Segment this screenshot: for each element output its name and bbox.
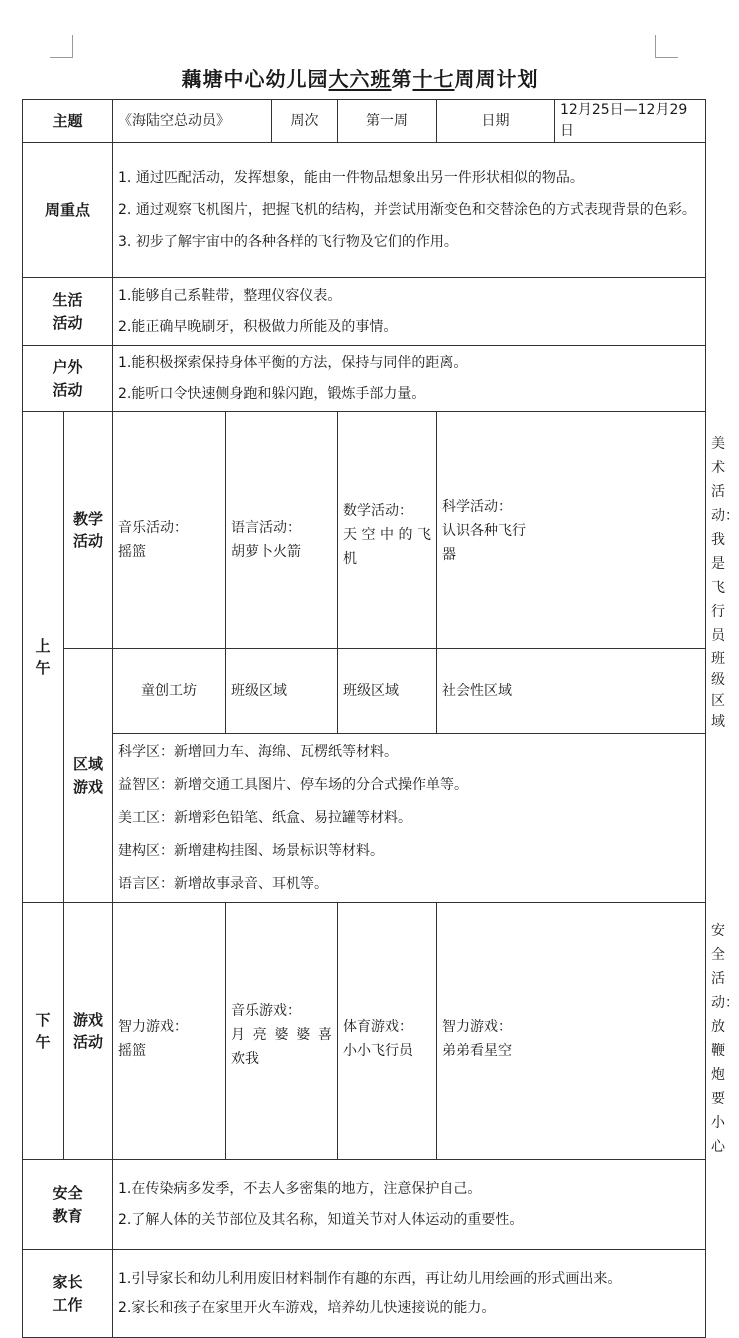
focus-label: 周重点 [23, 143, 113, 278]
activity-name-line1: 天空中的飞 [343, 527, 432, 543]
activity-type: 音乐活动： [118, 520, 189, 536]
area-items-row [23, 734, 706, 903]
area-zones-row: 区域 游戏 童创工坊 班级区域 班级区域 社会性区域 班级区域 [23, 649, 706, 734]
area-item: 美工区：新增彩色铅笔、纸盒、易拉罐等材料。 [118, 809, 413, 826]
safety-item: 2.了解人体的关节部位及其名称，知道关节对人体运动的重要性。 [118, 1211, 524, 1228]
title-mid: 第 [391, 67, 413, 91]
game-activity-intellect [113, 903, 226, 1160]
area-item: 建构区：新增建构挂图、场景标识等材料。 [118, 842, 385, 859]
morning-label-line1: 上 [35, 636, 51, 655]
week-value: 第一周 [338, 100, 437, 143]
teaching-label-line2: 活动 [73, 532, 104, 550]
teaching-label [64, 412, 113, 649]
page-title [0, 63, 720, 92]
activity-type: 智力游戏： [118, 1019, 189, 1035]
teaching-activity-music [113, 412, 226, 649]
focus-item: 2. 通过观察飞机图片，把握飞机的结构，并尝试用渐变色和交替涂色的方式表现背景的色彩。 [118, 202, 696, 218]
focus-row [23, 143, 706, 278]
safety-item: 1.在传染病多发季，不去人多密集的地方，注意保护自己。 [118, 1180, 482, 1197]
outdoor-item: 1.能积极探索保持身体平衡的方法，保持与同伴的距离。 [118, 354, 468, 371]
title-prefix: 藕塘中心幼儿园 [181, 67, 329, 91]
focus-item: 1. 通过匹配活动，发挥想象，能由一件物品想象出另一件形状相似的物品。 [118, 170, 584, 186]
area-zone: 童创工坊 [113, 649, 226, 734]
title-suffix: 周周计划 [454, 67, 539, 91]
afternoon-label-line1: 下 [35, 1010, 51, 1029]
activity-type: 音乐游戏： [231, 1002, 302, 1019]
week-label: 周次 [272, 100, 338, 143]
outdoor-label [23, 346, 113, 412]
activity-type: 数学活动： [343, 503, 414, 519]
games-label-line1: 游戏 [73, 1010, 104, 1029]
afternoon-label-line2: 午 [35, 1033, 51, 1051]
date-label: 日期 [437, 100, 555, 143]
focus-list [113, 143, 706, 278]
safety-list [113, 1160, 706, 1250]
focus-item: 3. 初步了解宇宙中的各种各样的飞行物及它们的作用。 [118, 234, 458, 250]
theme-value: 《海陆空总动员》 [113, 100, 272, 143]
outdoor-list [113, 346, 706, 412]
life-label [23, 278, 113, 346]
safety-row [23, 1160, 706, 1250]
date-value: 12月25日—12月29日 [555, 100, 706, 143]
morning-label-line2: 午 [35, 659, 51, 677]
activity-name: 摇篮 [118, 1043, 147, 1059]
parents-list [113, 1250, 706, 1338]
games-label-line2: 活动 [73, 1033, 104, 1051]
life-list [113, 278, 706, 346]
safety-label-line2: 教育 [52, 1206, 83, 1225]
game-activity-stargazing [437, 903, 706, 1160]
title-class-name: 大六班 [328, 67, 392, 91]
life-item: 1.能够自己系鞋带，整理仪容仪表。 [118, 287, 342, 304]
life-item: 2.能正确早晚刷牙，积极做力所能及的事情。 [118, 318, 398, 335]
activity-name-line2: 机 [343, 551, 358, 567]
activity-type: 语言活动： [231, 520, 302, 536]
teaching-activity-language [226, 412, 338, 649]
morning-label [23, 412, 64, 903]
parents-item: 2.家长和孩子在家里开火车游戏，培养幼儿快速接说的能力。 [118, 1299, 496, 1316]
activity-name: 弟弟看星空 [442, 1043, 513, 1059]
area-label-line1: 区域 [73, 755, 104, 773]
activity-name-line2: 欢我 [231, 1050, 260, 1067]
life-label-line2: 活动 [52, 313, 83, 332]
game-activity-sports [338, 903, 437, 1160]
teaching-activity-math [338, 412, 437, 649]
area-item: 益智区：新增交通工具图片、停车场的分合式操作单等。 [118, 776, 469, 793]
activity-name: 胡萝卜火箭 [231, 544, 302, 560]
parents-label-line1: 家长 [52, 1273, 83, 1291]
outdoor-label-line2: 活动 [52, 380, 83, 399]
parents-row [23, 1250, 706, 1338]
parents-item: 1.引导家长和幼儿利用废旧材料制作有趣的东西，再让幼儿用绘画的形式画出来。 [118, 1270, 622, 1287]
teaching-activity-science [437, 412, 706, 649]
title-week-number: 十七 [412, 67, 455, 91]
activity-type: 科学活动： [442, 498, 513, 515]
area-item: 科学区：新增回力车、海绵、瓦楞纸等材料。 [118, 743, 399, 760]
crop-mark-top-right [655, 35, 678, 58]
theme-label: 主题 [23, 100, 113, 143]
activity-name: 摇篮 [118, 544, 147, 560]
weekly-plan-table [22, 99, 739, 1338]
area-label [64, 649, 113, 903]
game-activity-music [226, 903, 338, 1160]
outdoor-label-line1: 户外 [52, 358, 83, 376]
teaching-row: 上 午 教学 活动 音乐活动： 摇篮 语言活动： 胡萝卜火箭 数学活动： 天空中的飞 机 科学活动： 认识各种飞行 器 美术活动： 我是飞行员 [23, 412, 706, 649]
life-label-line1: 生活 [52, 291, 83, 309]
life-row [23, 278, 706, 346]
activity-type: 体育游戏： [343, 1019, 414, 1035]
activity-type: 智力游戏： [442, 1019, 513, 1035]
activity-name-line1: 月亮婆婆喜 [231, 1026, 333, 1043]
parents-label-line2: 工作 [52, 1295, 83, 1314]
area-zone: 社会性区域 [437, 649, 706, 734]
outdoor-item: 2.能听口令快速侧身跑和躲闪跑，锻炼手部力量。 [118, 385, 426, 402]
outdoor-row [23, 346, 706, 412]
safety-label [23, 1160, 113, 1250]
parents-label [23, 1250, 113, 1338]
afternoon-label [23, 903, 64, 1160]
header-row [23, 100, 706, 143]
area-zone: 班级区域 [338, 649, 437, 734]
activity-name: 小小飞行员 [343, 1043, 414, 1059]
safety-label-line1: 安全 [52, 1184, 83, 1202]
activity-name-line1: 认识各种飞行 [442, 522, 527, 539]
area-label-line2: 游戏 [73, 777, 104, 796]
activity-name-line2: 器 [442, 546, 457, 563]
area-zone: 班级区域 [226, 649, 338, 734]
area-list [113, 734, 706, 903]
crop-mark-top-left [50, 35, 73, 58]
games-label [64, 903, 113, 1160]
teaching-label-line1: 教学 [73, 509, 104, 528]
area-item: 语言区：新增故事录音、耳机等。 [118, 875, 329, 892]
afternoon-row: 下 午 游戏 活动 智力游戏： 摇篮 音乐游戏： 月亮婆婆喜 欢我 体育游戏： 小小飞行员 智力游戏： 弟弟看星空 安全活动： 放鞭炮 要小心 [23, 903, 706, 1160]
